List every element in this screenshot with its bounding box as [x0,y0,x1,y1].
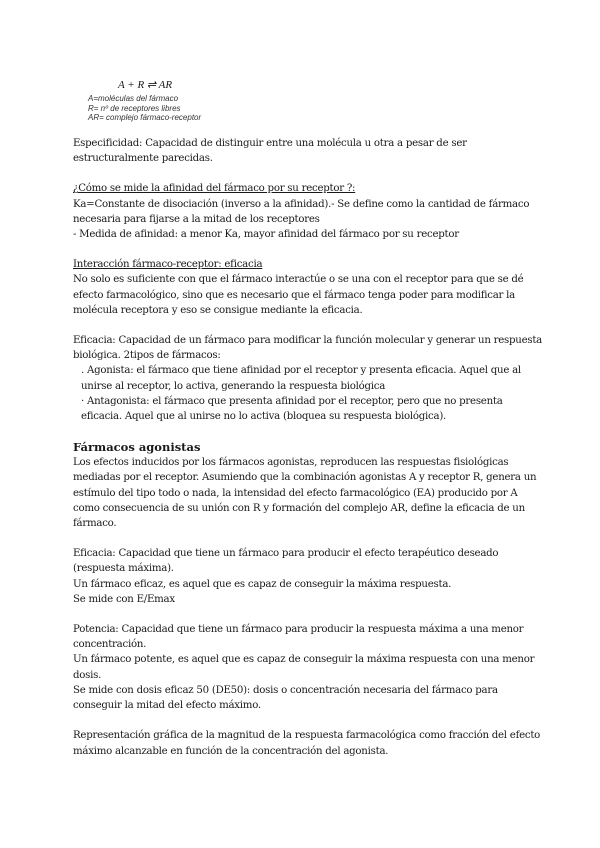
afinidad-text-2: - Medida de afinidad: a menor Ka, mayor afinidad del fármaco por su receptor [73,229,459,241]
afinidad-heading: ¿Cómo se mide la afinidad del fármaco por su receptor ?: [73,183,356,195]
formula-image [88,78,228,123]
representacion-paragraph: Representación gráfica de la magnitud de la respuesta farmacológica como fracción del efecto máximo alcanzable en función de la concentración del agonista. [73,730,541,757]
potencia-text-2: Un fármaco potente, es aquel que es capaz de conseguir la máxima respuesta con una menor dosis. [73,654,535,681]
eficacia-text-1: Eficacia: Capacidad que tiene un fármaco para producir el efecto terapéutico deseado (respuesta máxima). [73,548,499,575]
legend-line-3: AR= complejo fármaco-receptor [88,113,202,122]
agonistas-title: Fármacos agonistas [73,440,201,455]
afinidad-text-1: Ka=Constante de disociación (inverso a la afinidad).- Se define como la cantidad de fármaco necesaria para fijarse a la mitad de los receptores [73,198,530,225]
legend-line-2: R= nº de receptores libres [88,103,181,113]
eficacia-text-3: Se mide con E/Emax [73,593,175,605]
interaccion-heading: Interacción fármaco-receptor: eficacia [73,259,263,271]
agonistas-text: Los efectos inducidos por los fármacos agonistas, reproducen las respuestas fisiológicas mediadas por el receptor. Asumiendo que la combinación agonistas A y receptor R, genera un estímulo del tipo todo o nada, la intensidad del efecto farmacológico (EA) producido por A como consecuencia de su unión con R y formación del complejo AR, define la eficacia de un fármaco. [73,457,537,530]
legend-line-1: A=moléculas del fármaco [88,94,179,103]
potencia-text-1: Potencia: Capacidad que tiene un fármaco para producir la respuesta máxima a una menor concentración. [73,624,524,651]
interaccion-text: No solo es suficiente con que el fármaco interactúe o se una con el receptor para que se dé efecto farmacológico, sino que es necesario que el fármaco tenga poder para modificar la molécula receptora y eso se consigue mediante la eficacia. [73,274,524,316]
especificidad-paragraph: Especificidad: Capacidad de distinguir entre una molécula u otra a pesar de ser estructuralmente parecidas. [73,138,467,165]
antagonista-item: · Antagonista: el fármaco que presenta afinidad por el receptor, pero que no presenta eficacia. Aquel que al unirse no lo activa (bloquea su respuesta biológica). [81,395,503,423]
eficacia-definition: Eficacia: Capacidad de un fármaco para modificar la función molecular y generar un respuesta biológica. 2tipos de fármacos: [73,335,543,362]
potencia-text-3: Se mide con dosis eficaz 50 (DE50): dosis o concentración necesaria del fármaco para conseguir la mitad del efecto máximo. [73,684,498,712]
agonista-item: . Agonista: el fármaco que tiene afinidad por el receptor y presenta eficacia. Aquel que al unirse al receptor, lo activa, generando la respuesta biológica [81,365,521,392]
binding-equation: A + R ⇌ AR [118,79,173,91]
document-body [73,136,543,759]
eficacia-text-2: Un fármaco eficaz, es aquel que es capaz de conseguir la máxima respuesta. [73,578,452,590]
